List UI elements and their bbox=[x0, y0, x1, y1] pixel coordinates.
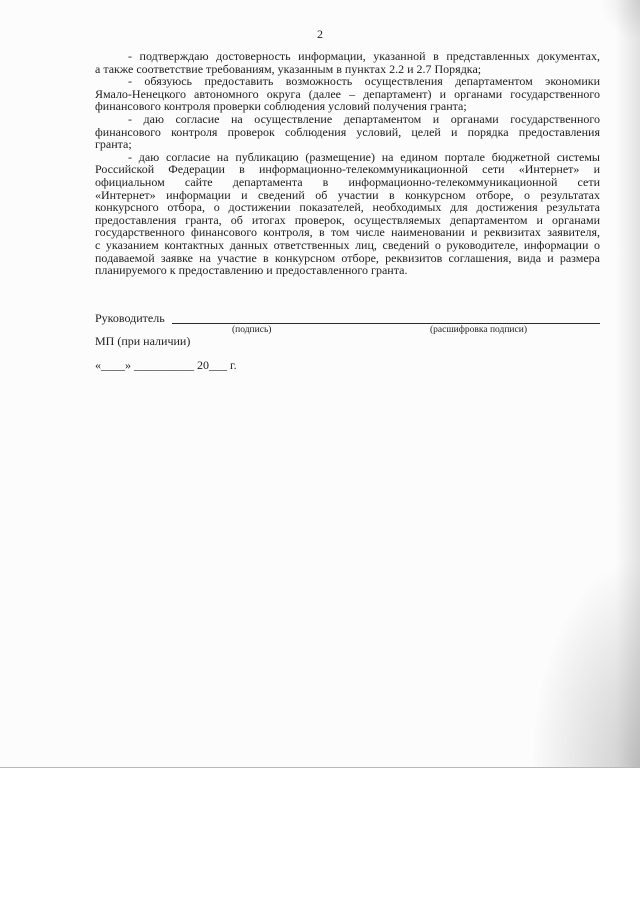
document-body bbox=[95, 50, 600, 277]
paragraph-line: с указанием контактных данных ответственных лиц, сведений о руководителе, информации о bbox=[95, 237, 600, 252]
paragraph-line: подаваемой заявке на участие в конкурсном отборе, реквизитов соглашения, вида и размера bbox=[95, 250, 600, 265]
date-line: «____» __________ 20___ г. bbox=[95, 358, 237, 372]
stamp-note: МП (при наличии) bbox=[95, 334, 191, 348]
paragraph-line: Российской Федерации в информационно-телекоммуникационной сети «Интернет» и bbox=[95, 162, 600, 177]
scan-corner-shadow bbox=[530, 557, 640, 767]
name-decoding-caption: (расшифровка подписи) bbox=[430, 325, 527, 335]
paragraph-line: «Интернет» информации и сведений об участии в конкурсном отборе, о результатах bbox=[95, 187, 600, 202]
signature-rule bbox=[172, 323, 600, 324]
paragraph-line: Ямало-Ненецкого автономного округа (далее – департамент) и органами государственного bbox=[95, 86, 600, 101]
paragraph-line: предоставления гранта, об итогах проверок, осуществляемых департаментом и органами bbox=[95, 212, 600, 227]
paragraph-line: а также соответствие требованиям, указанным в пунктах 2.2 и 2.7 Порядка; bbox=[95, 61, 482, 76]
paragraph-line: финансового контроля проверки соблюдения условий получения гранта; bbox=[95, 99, 467, 114]
signature-caption: (подпись) bbox=[232, 325, 272, 335]
paragraph-line: гранта; bbox=[95, 137, 132, 152]
paragraph-line: государственного финансового контроля, в том числе наименовании и реквизитах заявителя, bbox=[95, 225, 600, 240]
paragraph-line: планируемого к предоставлению и предоставленного гранта. bbox=[95, 263, 408, 278]
signatory-label: Руководитель bbox=[95, 311, 165, 325]
page-number: 2 bbox=[317, 27, 323, 41]
consent-paragraph bbox=[95, 75, 600, 113]
consent-paragraph bbox=[95, 50, 600, 75]
consent-paragraph bbox=[95, 151, 600, 277]
paragraph-line: - даю согласие на публикацию (размещение) на едином портале бюджетной системы bbox=[128, 149, 600, 164]
paragraph-line: конкурсного отбора, о достижении показателей, необходимых для достижения результата bbox=[95, 200, 600, 215]
paragraph-line: финансового контроля проверок соблюдения условий, целей и порядка предоставления bbox=[95, 124, 600, 139]
paragraph-line: - даю согласие на осуществление департаментом и органами государственного bbox=[128, 111, 600, 126]
consent-paragraph bbox=[95, 113, 600, 151]
paragraph-line: - подтверждаю достоверность информации, указанной в представленных документах, bbox=[128, 49, 600, 63]
paragraph-line: официальном сайте департамента в информационно-телекоммуникационной сети bbox=[95, 174, 600, 189]
paragraph-line: - обязуюсь предоставить возможность осуществления департаментом экономики bbox=[128, 74, 600, 89]
